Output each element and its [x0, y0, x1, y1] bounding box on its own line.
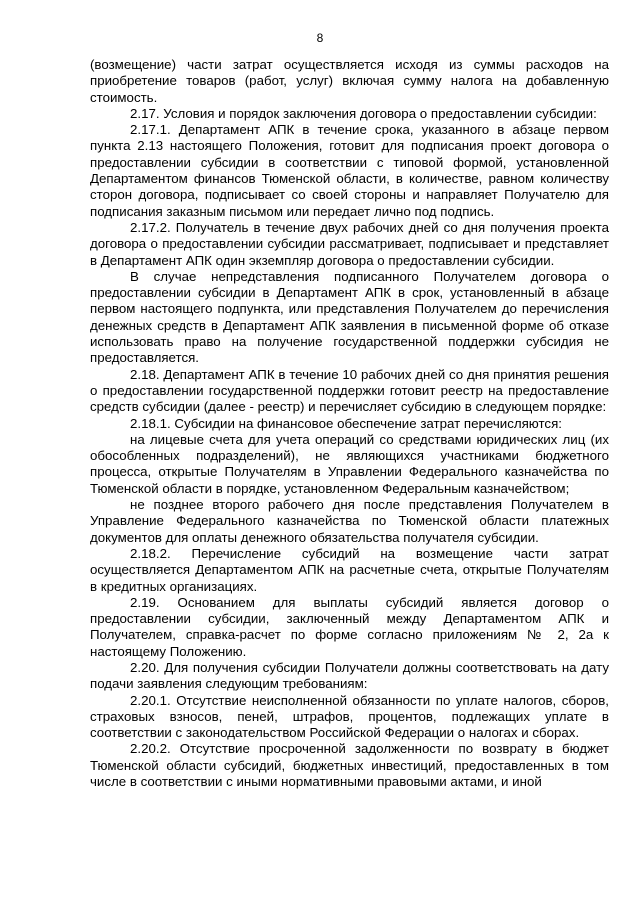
- paragraph-2-17-2: 2.17.2. Получатель в течение двух рабочих дней со дня получения проекта договора о предоставлении субсидии рассматривает, подписывает и представляет в Департамент АПК один экземпляр договора о предоставлении субсидии.: [90, 219, 609, 268]
- paragraph-2-17: 2.17. Условия и порядок заключения договора о предоставлении субсидии:: [130, 105, 597, 121]
- paragraph-2-19: 2.19. Основанием для выплаты субсидий является договор о предоставлении субсидии, заключенный между Департаментом АПК и Получателем, справка-расчет по форме согласно приложениям № 2, 2а к настоящему Положению.: [90, 594, 609, 659]
- paragraph-2-18-2: 2.18.2. Перечисление субсидий на возмещение части затрат осуществляется Департаментом АПК на расчетные счета, открытые Получателям в кредитных организациях.: [90, 545, 609, 594]
- page-number: 8: [316, 31, 324, 45]
- paragraph-2-18-1: 2.18.1. Субсидии на финансовое обеспечение затрат перечисляются:: [130, 415, 562, 431]
- paragraph-2-17-1: 2.17.1. Департамент АПК в течение срока, указанного в абзаце первом пункта 2.13 настоящего Положения, готовит для подписания проект договора о предоставлении субсидии в соответствии с типовой формой, установленной Департаментом финансов Тюменской области, в количестве, равном количеству сторон договора, подписывает со своей стороны и направляет Получателю для подписания заказным письмом или передает лично под подпись.: [90, 122, 609, 219]
- paragraph-2-17-2-refusal: В случае непредставления подписанного Получателем договора о предоставлении субсидии в Департамент АПК в срок, установленный в абзаце первом настоящего подпункта, или представления Получателем до перечисления денежных средств в Департамент АПК заявления в письменной форме об отказе использовать право на получение государственной поддержки субсидия не предоставляется.: [90, 268, 609, 366]
- paragraph-2-18-1-accounts: на лицевые счета для учета операций со средствами юридических лиц (их обособленных подразделений), не являющихся участниками бюджетного процесса, открытые Получателям в Управлении Федерального казначейства по Тюменской области в порядке, установленном Федеральным казначейством;: [90, 431, 609, 496]
- paragraph-2-20-1: 2.20.1. Отсутствие неисполненной обязанности по уплате налогов, сборов, страховых взносов, пеней, штрафов, процентов, подлежащих уплате в соответствии с законодательством Российской Федерации о налогах и сборах.: [90, 692, 609, 741]
- paragraph-continuation: (возмещение) части затрат осуществляется исходя из суммы расходов на приобретение товаров (работ, услуг) включая сумму налога на добавленную стоимость.: [90, 57, 609, 105]
- paragraph-2-20: 2.20. Для получения субсидии Получатели должны соответствовать на дату подачи заявления следующим требованиям:: [90, 659, 609, 692]
- paragraph-2-20-2: 2.20.2. Отсутствие просроченной задолженности по возврату в бюджет Тюменской области субсидий, бюджетных инвестиций, предоставленных в том числе в соответствии с иными нормативными правовыми актами, и иной: [90, 741, 609, 790]
- document-body: [90, 57, 609, 790]
- paragraph-2-18-1-deadline: не позднее второго рабочего дня после представления Получателем в Управление Федерального казначейства по Тюменской области платежных документов для оплаты денежного обязательства получателя субсидии.: [90, 497, 609, 545]
- paragraph-2-18: 2.18. Департамент АПК в течение 10 рабочих дней со дня принятия решения о предоставлении государственной поддержки готовит реестр на предоставление средств субсидии (далее - реестр) и перечисляет субсидию в следующем порядке:: [90, 366, 609, 415]
